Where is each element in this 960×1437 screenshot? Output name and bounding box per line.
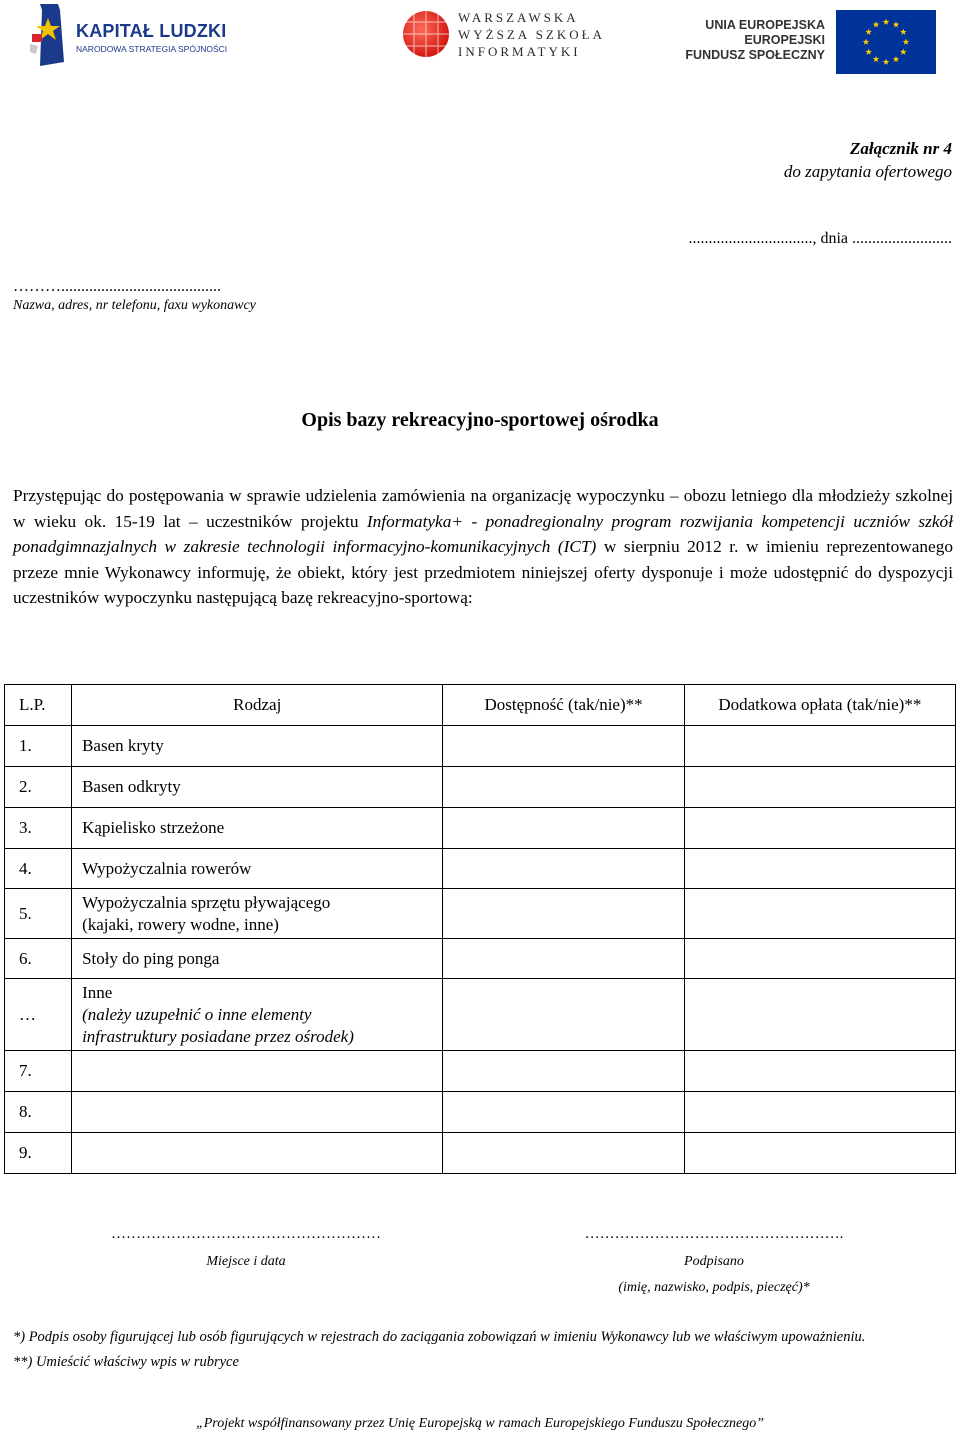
row-rodzaj: Stoły do ping ponga [72, 939, 443, 979]
row-lp: 3. [5, 808, 72, 849]
row-rodzaj-line-1: Wypożyczalnia sprzętu pływającego [82, 892, 331, 912]
annex-label [784, 137, 952, 183]
document-title: Opis bazy rekreacyjno-sportowej ośrodka [301, 409, 659, 431]
row-lp: … [5, 979, 72, 1051]
row-lp: 7. [5, 1051, 72, 1092]
signature-signed [524, 1226, 904, 1301]
wwsi-line-1: WARSZAWSKA [458, 10, 579, 25]
table-row [5, 726, 956, 767]
row-oplata-cell[interactable] [684, 979, 955, 1051]
row-oplata-cell[interactable] [684, 939, 955, 979]
row-oplata-cell[interactable] [684, 726, 955, 767]
row-rodzaj-cell[interactable] [72, 1092, 443, 1133]
row-dostepnosc-cell[interactable] [443, 939, 684, 979]
signature-right-caption-2: (imię, nazwisko, podpis, pieczęć)* [618, 1280, 810, 1295]
row-dostepnosc-cell[interactable] [443, 979, 684, 1051]
row-lp: 2. [5, 767, 72, 808]
table-row [5, 979, 956, 1051]
table-row [5, 889, 956, 939]
page-footer: „Projekt współfinansowany przez Unię Europejską w ramach Europejskiego Funduszu Społecznego” [195, 1416, 765, 1431]
row-oplata-cell[interactable] [684, 1051, 955, 1092]
header-lp: L.P. [5, 685, 72, 726]
intro-project-name: Informatyka+ - ponadregionalny program rozwijania kompetencji uczniów szkół ponadgimnazjalnych w zakresie technologii informacyjno-komunikacyjnych (ICT) [13, 511, 953, 556]
table-header-row [5, 685, 956, 726]
table-row [5, 808, 956, 849]
kapital-ludzki-logo [30, 4, 230, 70]
row-rodzaj-cell[interactable] [72, 1051, 443, 1092]
wwsi-line-2: WYŻSZA SZKOŁA [458, 27, 605, 42]
row-oplata-cell[interactable] [684, 808, 955, 849]
table-row [5, 1092, 956, 1133]
annex-subtitle: do zapytania ofertowego [783, 162, 952, 181]
row-lp: 1. [5, 726, 72, 767]
table-row [5, 767, 956, 808]
eu-flag-icon [836, 10, 936, 74]
row-dostepnosc-cell[interactable] [443, 849, 684, 889]
header-oplata: Dodatkowa opłata (tak/nie)** [684, 685, 955, 726]
signature-place-date [46, 1226, 446, 1275]
row-dostepnosc-cell[interactable] [443, 767, 684, 808]
contractor-block [13, 278, 256, 314]
row-rodzaj-cell[interactable] [72, 1133, 443, 1174]
contractor-caption: Nazwa, adres, nr telefonu, faxu wykonawcy [13, 298, 256, 313]
row-lp: 5. [5, 889, 72, 939]
eu-logo-line-2: EUROPEJSKI [744, 33, 825, 47]
eu-logo-line-1: UNIA EUROPEJSKA [705, 18, 825, 32]
table-row [5, 849, 956, 889]
row-lp: 6. [5, 939, 72, 979]
eu-logo-line-3: FUNDUSZ SPOŁECZNY [685, 48, 825, 62]
facilities-table [4, 684, 956, 1174]
row-rodzaj: Basen kryty [72, 726, 443, 767]
wwsi-logo [402, 8, 605, 64]
row-dostepnosc-cell[interactable] [443, 808, 684, 849]
signature-left-dots: ……………………………………………… [111, 1226, 381, 1242]
footnote-2: **) Umieścić właściwy wpis w rubryce [13, 1354, 239, 1370]
row-oplata-cell[interactable] [684, 889, 955, 939]
row-dostepnosc-cell[interactable] [443, 1133, 684, 1174]
table-row [5, 1133, 956, 1174]
row-lp: 9. [5, 1133, 72, 1174]
row-rodzaj: Kąpielisko strzeżone [72, 808, 443, 849]
place-date-line: ..............................., dnia ......................... [688, 230, 952, 247]
row-dostepnosc-cell[interactable] [443, 1051, 684, 1092]
row-rodzaj-line-2: (kajaki, rowery wodne, inne) [82, 914, 279, 934]
row-rodzaj: Basen odkryty [72, 767, 443, 808]
row-lp: 4. [5, 849, 72, 889]
kapital-ludzki-title: KAPITAŁ LUDZKI [76, 21, 227, 41]
row-rodzaj-line-2: (należy uzupełnić o inne elementy [82, 1004, 312, 1024]
intro-paragraph [13, 483, 953, 611]
intro-part-3: w sierpniu 2012 r. w imieniu reprezentowanego przeze mnie Wykonawcy informuję, że obiekt, który jest przedmiotem niniejszej oferty dysponuje i może udostępnić do dyspozycji uczestników wypoczynku następującą bazę rekreacyjno-sportową: [13, 537, 953, 607]
footnote-1: *) Podpis osoby figurującej lub osób figurujących w rejestrach do zaciągania zobowiązań w imieniu Wykonawcy lub we właściwym upoważnieniu. [13, 1329, 866, 1345]
row-dostepnosc-cell[interactable] [443, 726, 684, 767]
row-lp: 8. [5, 1092, 72, 1133]
signature-right-caption: Podpisano [684, 1254, 744, 1269]
row-rodzaj-line-1: Inne [82, 982, 113, 1002]
kapital-ludzki-subtitle: NARODOWA STRATEGIA SPÓJNOŚCI [76, 44, 228, 54]
header-dostepnosc: Dostępność (tak/nie)** [443, 685, 684, 726]
intro-part-1: Przystępując do postępowania w sprawie udzielenia zamówienia na organizację wypoczynku – obozu letniego dla młodzieży szkolnej w wieku ok. 15-19 lat – uczestników projektu [13, 486, 953, 531]
kapital-ludzki-star-icon [30, 4, 66, 66]
footnotes [13, 1325, 953, 1375]
row-rodzaj-line-3: infrastruktury posiadane przez ośrodek) [82, 1026, 354, 1046]
row-rodzaj [72, 889, 443, 939]
table-row [5, 939, 956, 979]
contractor-dots: ………........................................ [13, 278, 221, 295]
row-rodzaj: Wypożyczalnia rowerów [72, 849, 443, 889]
row-oplata-cell[interactable] [684, 849, 955, 889]
row-dostepnosc-cell[interactable] [443, 889, 684, 939]
row-oplata-cell[interactable] [684, 767, 955, 808]
row-dostepnosc-cell[interactable] [443, 1092, 684, 1133]
eu-logo [685, 8, 940, 74]
signature-left-caption: Miejsce i data [206, 1254, 286, 1269]
header-rodzaj: Rodzaj [72, 685, 443, 726]
wwsi-line-3: INFORMATYKI [458, 44, 581, 59]
annex-title: Załącznik nr 4 [849, 139, 952, 158]
row-oplata-cell[interactable] [684, 1133, 955, 1174]
row-rodzaj [72, 979, 443, 1051]
wwsi-emblem-icon [402, 10, 450, 58]
row-oplata-cell[interactable] [684, 1092, 955, 1133]
table-row [5, 1051, 956, 1092]
signature-right-dots: ……………………………………………. [584, 1226, 844, 1242]
eu-logo-text [685, 18, 825, 63]
